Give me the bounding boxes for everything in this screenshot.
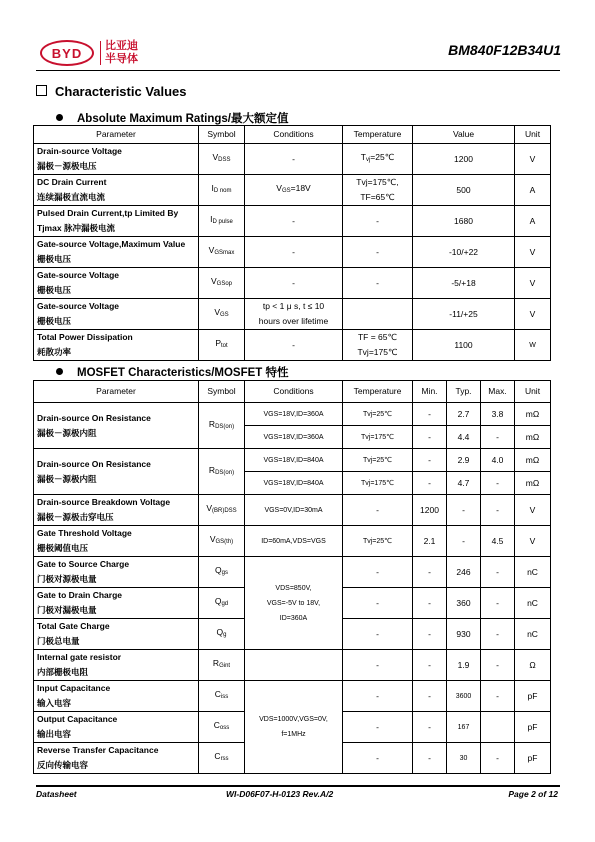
table-cell: - bbox=[413, 712, 447, 743]
table-cell: - bbox=[413, 449, 447, 472]
table-cell: Tvj=175℃ bbox=[343, 472, 413, 495]
table-cell: $P_{tot}$ bbox=[199, 330, 245, 361]
table-cell: $I_{D pulse}$ bbox=[199, 206, 245, 237]
table-cell: Symbol bbox=[199, 381, 245, 403]
table-cell: 500 bbox=[413, 175, 515, 206]
table-cell: ID=60mA,VDS=VGS bbox=[245, 526, 343, 557]
abs-max-title: Absolute Maximum Ratings/最大额定值 bbox=[56, 110, 289, 126]
table-cell: - bbox=[343, 268, 413, 299]
col-symbol: Symbol bbox=[199, 126, 245, 144]
table-cell: V bbox=[515, 526, 551, 557]
table-cell: Gate Threshold Voltage 栅极阈值电压 bbox=[34, 526, 199, 557]
table-cell: Drain-source On Resistance 漏极－源极内阻 bbox=[34, 403, 199, 449]
table-cell: Typ. bbox=[447, 381, 481, 403]
table-cell: - bbox=[343, 681, 413, 712]
table-cell: 1200 bbox=[413, 144, 515, 175]
table-cell: V bbox=[515, 495, 551, 526]
table-cell: pF bbox=[515, 743, 551, 774]
table-cell: Gate-source Voltage 栅极电压 bbox=[34, 268, 199, 299]
table-cell: 3.8 bbox=[481, 403, 515, 426]
table-cell: - bbox=[245, 237, 343, 268]
table-cell: Temperature bbox=[343, 381, 413, 403]
table-cell: Tvj=25℃ bbox=[343, 449, 413, 472]
table-cell: mΩ bbox=[515, 426, 551, 449]
table-cell: - bbox=[343, 237, 413, 268]
table-cell: nC bbox=[515, 557, 551, 588]
table-cell: Tvj=175℃ bbox=[343, 426, 413, 449]
table-cell: Drain-source Breakdown Voltage 漏极－源极击穿电压 bbox=[34, 495, 199, 526]
logo-divider bbox=[100, 41, 101, 65]
table-cell: - bbox=[481, 650, 515, 681]
table-cell: Total Power Dissipation 耗散功率 bbox=[34, 330, 199, 361]
table-cell: 4.5 bbox=[481, 526, 515, 557]
table-cell: 30 bbox=[447, 743, 481, 774]
bullet-icon bbox=[56, 368, 63, 375]
table-cell: - bbox=[413, 472, 447, 495]
table-cell: DC Drain Current 连续漏极直流电流 bbox=[34, 175, 199, 206]
table-row bbox=[34, 206, 551, 237]
table-cell: - bbox=[481, 743, 515, 774]
table-cell: 1200 bbox=[413, 495, 447, 526]
table-cell: $Q_{gd}$ bbox=[199, 588, 245, 619]
table-cell: Gate-source Voltage 栅极电压 bbox=[34, 299, 199, 330]
abs-max-table bbox=[33, 125, 551, 361]
table-cell: $V_{GS}$ bbox=[199, 299, 245, 330]
table-cell: VGS=18V,ID=840A bbox=[245, 472, 343, 495]
table-row bbox=[34, 144, 551, 175]
footer-doc-type: Datasheet bbox=[36, 789, 77, 799]
table-row bbox=[34, 557, 551, 588]
table-cell: $V_{GS(th)}$ bbox=[199, 526, 245, 557]
table-cell: - bbox=[413, 681, 447, 712]
section-title: Characteristic Values bbox=[36, 84, 187, 99]
page-header bbox=[36, 38, 561, 68]
table-cell: - bbox=[413, 557, 447, 588]
table-cell: -11/+25 bbox=[413, 299, 515, 330]
table-cell: $V_{GS}=18V$ bbox=[245, 175, 343, 206]
table-cell: 167 bbox=[447, 712, 481, 743]
table-cell: - bbox=[245, 144, 343, 175]
table-row bbox=[34, 403, 551, 426]
table-cell: 2.7 bbox=[447, 403, 481, 426]
table-cell: 3600 bbox=[447, 681, 481, 712]
mosfet-title: MOSFET Characteristics/MOSFET 特性 bbox=[56, 364, 289, 380]
table-row bbox=[34, 449, 551, 472]
table-cell: - bbox=[343, 743, 413, 774]
table-cell: Input Capacitance 输入电容 bbox=[34, 681, 199, 712]
table-cell: - bbox=[413, 619, 447, 650]
table-cell: Parameter bbox=[34, 381, 199, 403]
table-cell: Min. bbox=[413, 381, 447, 403]
footer-page-number: Page 2 of 12 bbox=[508, 789, 558, 799]
table-cell: Drain-source On Resistance 漏极－源极内阻 bbox=[34, 449, 199, 495]
table-cell: Output Capacitance 输出电容 bbox=[34, 712, 199, 743]
table-cell: V bbox=[515, 268, 551, 299]
table-cell: tp < 1 μ s, t ≤ 10 hours over lifetime bbox=[245, 299, 343, 330]
table-cell: Tvj=25℃ bbox=[343, 526, 413, 557]
table-cell: - bbox=[343, 619, 413, 650]
table-cell: - bbox=[413, 403, 447, 426]
table-row bbox=[34, 299, 551, 330]
table-cell: $V_{DSS}$ bbox=[199, 144, 245, 175]
table-cell: 2.9 bbox=[447, 449, 481, 472]
table-row bbox=[34, 237, 551, 268]
table-cell: - bbox=[413, 650, 447, 681]
table-cell: $R_{DS(on)}$ bbox=[199, 449, 245, 495]
table-cell: 4.7 bbox=[447, 472, 481, 495]
table-cell: VDS=850V, VGS=-5V to 18V, ID=360A bbox=[245, 557, 343, 650]
table-cell: mΩ bbox=[515, 403, 551, 426]
table-cell: 1100 bbox=[413, 330, 515, 361]
table-cell: V bbox=[515, 144, 551, 175]
table-cell: - bbox=[413, 426, 447, 449]
table-cell: Pulsed Drain Current,tp Limited By Tjmax 脉冲漏极电流 bbox=[34, 206, 199, 237]
table-cell: W bbox=[515, 330, 551, 361]
table-cell: TF = 65℃ Tvj=175℃ bbox=[343, 330, 413, 361]
table-cell: VGS=18V,ID=360A bbox=[245, 403, 343, 426]
table-cell: Drain-source Voltage 漏极－源极电压 bbox=[34, 144, 199, 175]
table-cell: Conditions bbox=[245, 381, 343, 403]
table-cell: $C_{iss}$ bbox=[199, 681, 245, 712]
table-cell: 1.9 bbox=[447, 650, 481, 681]
table-cell: - bbox=[447, 495, 481, 526]
col-conditions: Conditions bbox=[245, 126, 343, 144]
table-cell: - bbox=[481, 588, 515, 619]
table-cell: - bbox=[481, 495, 515, 526]
table-cell: $V_{(BR)DSS}$ bbox=[199, 495, 245, 526]
header-rule bbox=[36, 70, 560, 71]
table-cell: - bbox=[447, 526, 481, 557]
table-cell: - bbox=[343, 206, 413, 237]
table-cell: nC bbox=[515, 588, 551, 619]
table-cell: 930 bbox=[447, 619, 481, 650]
table-cell: A bbox=[515, 206, 551, 237]
table-cell: Max. bbox=[481, 381, 515, 403]
table-cell: - bbox=[343, 588, 413, 619]
table-row bbox=[34, 650, 551, 681]
table-cell: VGS=18V,ID=840A bbox=[245, 449, 343, 472]
table-cell: $C_{rss}$ bbox=[199, 743, 245, 774]
table-cell: $I_{D nom}$ bbox=[199, 175, 245, 206]
table-row bbox=[34, 495, 551, 526]
table-cell: - bbox=[481, 681, 515, 712]
col-unit: Unit bbox=[515, 126, 551, 144]
table-cell: Reverse Transfer Capacitance 反向传输电容 bbox=[34, 743, 199, 774]
table-row bbox=[34, 681, 551, 712]
table-cell: Gate to Drain Charge 门极对漏极电量 bbox=[34, 588, 199, 619]
table-cell: Unit bbox=[515, 381, 551, 403]
table-cell: A bbox=[515, 175, 551, 206]
table-cell: Gate-source Voltage,Maximum Value 栅极电压 bbox=[34, 237, 199, 268]
table-row bbox=[34, 330, 551, 361]
table-row bbox=[34, 268, 551, 299]
table-cell: 4.4 bbox=[447, 426, 481, 449]
table-cell: Total Gate Charge 门极总电量 bbox=[34, 619, 199, 650]
table-cell: - bbox=[481, 557, 515, 588]
table-cell: - bbox=[245, 206, 343, 237]
footer-rule bbox=[36, 785, 560, 787]
table-cell: 246 bbox=[447, 557, 481, 588]
table-cell: - bbox=[413, 588, 447, 619]
table-cell: $V_{GSmax}$ bbox=[199, 237, 245, 268]
table-header-row bbox=[34, 126, 551, 144]
table-cell: $R_{DS(on)}$ bbox=[199, 403, 245, 449]
table-cell: $V_{GSop}$ bbox=[199, 268, 245, 299]
table-cell: - bbox=[481, 619, 515, 650]
col-parameter: Parameter bbox=[34, 126, 199, 144]
table-cell: - bbox=[343, 557, 413, 588]
table-cell: mΩ bbox=[515, 472, 551, 495]
table-cell: 2.1 bbox=[413, 526, 447, 557]
table-cell: VGS=0V,ID=30mA bbox=[245, 495, 343, 526]
table-cell: Internal gate resistor 内部栅极电阻 bbox=[34, 650, 199, 681]
table-cell: VDS=1000V,VGS=0V, f=1MHz bbox=[245, 681, 343, 774]
table-cell: Gate to Source Charge 门极对源极电量 bbox=[34, 557, 199, 588]
table-cell: V bbox=[515, 237, 551, 268]
table-cell: $C_{oss}$ bbox=[199, 712, 245, 743]
byd-logo: BYD bbox=[40, 40, 94, 66]
checkbox-bullet-icon bbox=[36, 85, 47, 96]
table-cell: 4.0 bbox=[481, 449, 515, 472]
table-header-row bbox=[34, 381, 551, 403]
mosfet-table bbox=[33, 380, 551, 774]
part-number: BM840F12B34U1 bbox=[448, 42, 561, 58]
table-cell: - bbox=[343, 712, 413, 743]
table-cell: - bbox=[343, 495, 413, 526]
table-cell: Tvj=175℃, TF=65℃ bbox=[343, 175, 413, 206]
table-cell: nC bbox=[515, 619, 551, 650]
table-cell bbox=[343, 299, 413, 330]
table-cell: VGS=18V,ID=360A bbox=[245, 426, 343, 449]
table-cell bbox=[245, 650, 343, 681]
table-cell: -10/+22 bbox=[413, 237, 515, 268]
table-cell bbox=[481, 712, 515, 743]
table-cell: - bbox=[245, 268, 343, 299]
col-temperature: Temperature bbox=[343, 126, 413, 144]
table-row bbox=[34, 526, 551, 557]
table-cell: - bbox=[343, 650, 413, 681]
table-cell: 360 bbox=[447, 588, 481, 619]
table-cell: Ω bbox=[515, 650, 551, 681]
table-cell: - bbox=[481, 472, 515, 495]
table-cell: Tvj=25℃ bbox=[343, 403, 413, 426]
table-cell: V bbox=[515, 299, 551, 330]
table-cell: - bbox=[413, 743, 447, 774]
table-cell: $R_{Gint}$ bbox=[199, 650, 245, 681]
footer-doc-id: WI-D06F07-H-0123 Rev.A/2 bbox=[226, 789, 334, 799]
table-row bbox=[34, 175, 551, 206]
table-cell: 1680 bbox=[413, 206, 515, 237]
table-cell: pF bbox=[515, 712, 551, 743]
col-value: Value bbox=[413, 126, 515, 144]
table-cell: pF bbox=[515, 681, 551, 712]
table-cell: - bbox=[245, 330, 343, 361]
table-cell: - bbox=[481, 426, 515, 449]
table-cell: $Q_{gs}$ bbox=[199, 557, 245, 588]
table-cell: -5/+18 bbox=[413, 268, 515, 299]
company-name-cn: 比亚迪 半导体 bbox=[105, 40, 138, 65]
table-cell: mΩ bbox=[515, 449, 551, 472]
bullet-icon bbox=[56, 114, 63, 121]
table-cell: $T_{vj}=25℃$ bbox=[343, 144, 413, 175]
table-cell: $Q_g$ bbox=[199, 619, 245, 650]
